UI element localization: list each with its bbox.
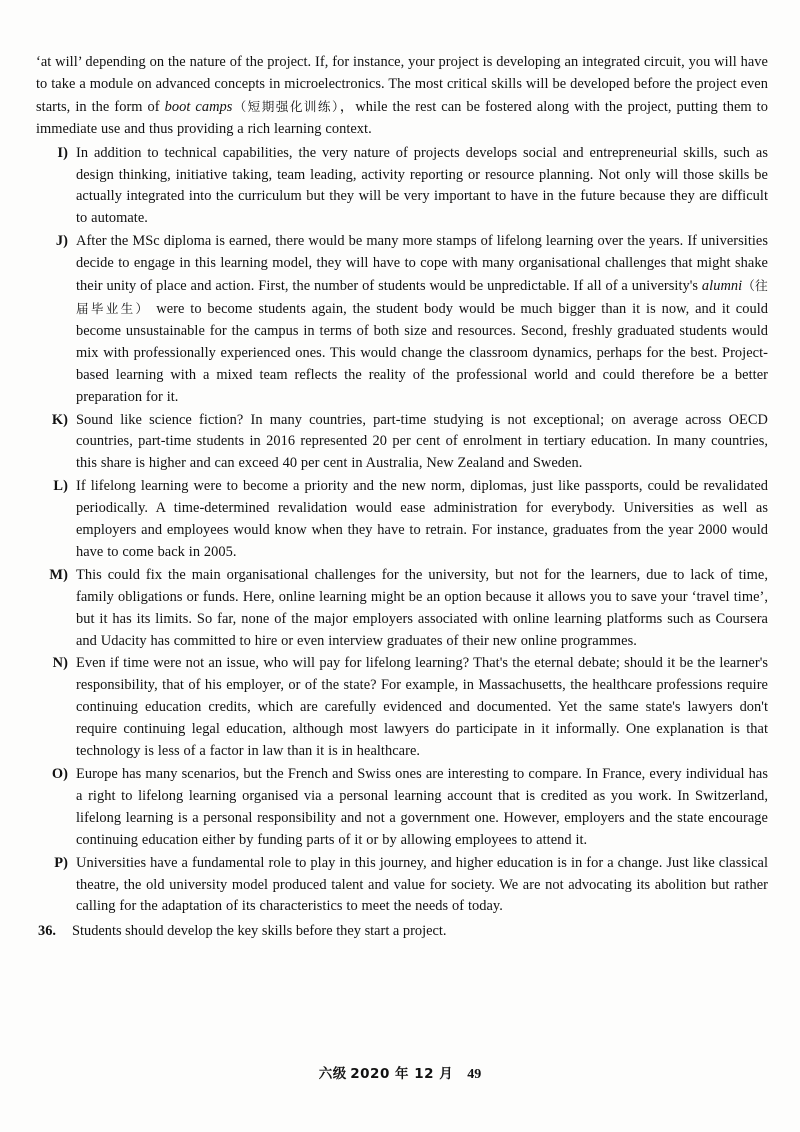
paragraph-continuation (36, 52, 768, 141)
paragraph-text-N: Even if time were not an issue, who will pay for lifelong learning? That's the eternal debate; should it be the learner's responsibility, that of his employer, or of the state? For example, in Massachusetts, the healthcare professions require continuing education credits, which are carefully evidenced and documented. Yet the same state's lawyers don't require continuing legal education, although most lawyers do participate in it informally. One explanation is that technology is less of a factor in law than it is in healthcare. (76, 655, 768, 760)
paragraph-J-part2: were to become students again, the student body would be much bigger than it is now, and it could become unsustainable for the campus in terms of both size and resources. Second, freshly graduated students would mix with professionally experienced ones. This would change the classroom dynamics, perhaps for the best. Project-based learning with a mixed team reflects the reality of the professional world and could therefore be a better preparation for it. (76, 300, 769, 405)
paragraph-text-M: This could fix the main organisational challenges for the university, but not for the learners, due to lack of time, family obligations or funds. Here, online learning might be an option because it allows you to save your ‘travel time’, but it has its limits. So far, none of the major employers associated with online learning platforms such as Coursera and Udacity has committed to hire or even interview graduates of their new online programmes. (76, 566, 768, 649)
paragraph-text-I: In addition to technical capabilities, the very nature of projects develops social and entrepreneurial skills, such as design thinking, initiative taking, team leading, activity reporting or resource planning. Not only will those skills be actually integrated into the curriculum but they will be very important to have in the future because they are difficult to automate. (76, 144, 768, 227)
paragraph-O (36, 764, 768, 852)
cont-italic-term: boot camps (164, 98, 233, 115)
question-36-text: Students should develop the key skills before they start a project. (72, 923, 447, 940)
paragraph-marker-M: M) (49, 566, 68, 583)
paragraph-I (36, 143, 768, 231)
question-36-number: 36. (38, 923, 56, 940)
paragraph-marker-P: P) (54, 854, 68, 871)
paragraph-K (36, 410, 768, 476)
footer-date-label: 2020 年 12 月 (350, 1066, 454, 1082)
paragraph-M (36, 565, 768, 653)
cont-text-after-gloss: ，while the rest can be fostered along with the project, putting them to immediate use and thus providing a rich learning context. (36, 98, 768, 137)
paragraph-P (36, 853, 768, 919)
paragraph-J-italic-term: alumni (701, 278, 743, 295)
paragraph-J-chinese-gloss: （往届毕业生） (76, 278, 768, 316)
paragraph-marker-I: I) (57, 144, 68, 161)
paragraph-marker-K: K) (51, 411, 68, 428)
paragraph-marker-J: J) (55, 233, 68, 250)
paragraph-text-O: Europe has many scenarios, but the French and Swiss ones are interesting to compare. In France, every individual has a right to lifelong learning organised via a personal learning account that is credited as you work. In Switzerland, lifelong learning is a personal responsibility and not a government one. However, employers and the state encourage continuing education either by funding parts of it or by allowing employees to attend it. (76, 766, 768, 848)
footer-page-number: 49 (467, 1067, 482, 1082)
paragraph-text-J (76, 231, 768, 408)
paragraph-marker-O: O) (51, 766, 68, 782)
question-36 (36, 921, 768, 943)
cont-chinese-gloss: （短期强化训练） (232, 98, 340, 114)
paragraph-text-K: Sound like science fiction? In many countries, part-time studying is not exceptional; on average across OECD countries, part-time students in 2016 represented 20 per cent of enrolment in tertiary education. In many countries, this share is higher and can exceed 40 per cent in Australia, New Zealand and Sweden. (76, 411, 768, 472)
paragraph-marker-L: L) (53, 478, 68, 495)
paragraph-N (36, 653, 768, 763)
paragraph-J (36, 231, 768, 408)
page-footer (0, 1062, 800, 1083)
passage-body (36, 52, 768, 943)
cont-text-before-italic: ‘at will’ depending on the nature of the project. If, for instance, your project is developing an integrated circuit, you will have to take a module on advanced concepts in microelectronics. The most critical skills will be developed before the project even starts, in the form of (36, 54, 768, 115)
paragraph-text-L: If lifelong learning were to become a priority and the new norm, diplomas, just like passports, could be revalidated periodically. A time-determined revalidation would ease administration for everybody. Universities as well as employers and employees would know when they have to retrain. For instance, graduates from the year 2000 would have to come back in 2005. (76, 478, 768, 560)
paragraph-text-P: Universities have a fundamental role to play in this journey, and higher education is in for a change. Just like classical theatre, the old university model produced talent and value for society. We are not advocating its abolition but rather calling for the adaptation of its characteristics to meet the needs of today. (76, 854, 768, 915)
footer-exam-label: 六级 (318, 1066, 347, 1082)
paragraph-J-part1: After the MSc diploma is earned, there would be many more stamps of lifelong learning over the years. If universities decide to engage in this learning model, they will have to cope with many organisational challenges that might shake their unity of place and action. First, the number of students would be unpredictable. If all of a university's (76, 233, 768, 295)
paragraph-marker-N: N) (52, 655, 68, 672)
paragraph-L (36, 476, 768, 564)
paragraph-continuation-text (36, 52, 768, 141)
